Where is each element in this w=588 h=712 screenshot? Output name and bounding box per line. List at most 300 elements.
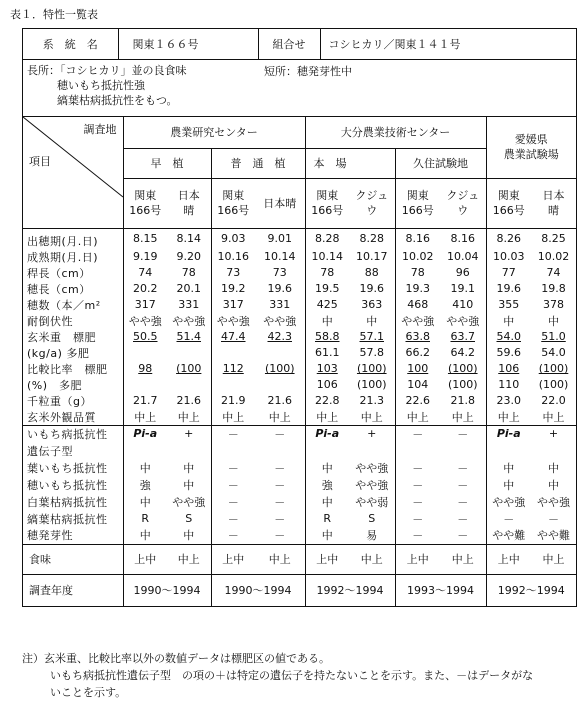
row-label: 玄米外観品質 bbox=[27, 410, 96, 424]
taste-cell: 中上 bbox=[542, 553, 565, 566]
variety-header bbox=[440, 178, 486, 228]
table-cell: 21.8 bbox=[450, 394, 475, 407]
table-cell: 10.02 bbox=[537, 250, 570, 263]
table-cell: 中 bbox=[183, 461, 195, 475]
variety-name-line-2: 166号 bbox=[492, 204, 525, 217]
table-cell: やや強 bbox=[211, 313, 255, 329]
subsite-4: 久住試験地 bbox=[395, 148, 486, 178]
table-cell: 8.15 bbox=[123, 228, 167, 249]
center-1: 農業研究センター bbox=[123, 116, 305, 148]
table-cell: 中上 bbox=[486, 409, 531, 426]
table-cell: やや強 bbox=[172, 495, 206, 509]
row-label: 白葉枯病抵抗性 bbox=[27, 495, 108, 509]
merits-label: 長所： bbox=[27, 64, 60, 77]
table-cell: 468 bbox=[395, 297, 440, 313]
table-cell: 106 bbox=[486, 361, 531, 377]
taste-cell: 上中 bbox=[305, 544, 349, 574]
table-cell: やや強 bbox=[355, 461, 389, 475]
row-label: 比較比率 標肥 bbox=[27, 362, 108, 376]
table-row bbox=[23, 442, 576, 459]
table-cell: 中 bbox=[123, 459, 167, 476]
center-3-line-1: 愛媛県 bbox=[514, 133, 548, 146]
variety-header bbox=[167, 178, 211, 228]
table-cell: 59.6 bbox=[486, 345, 531, 361]
table-cell: － bbox=[274, 478, 286, 492]
table-row bbox=[23, 361, 576, 377]
table-cell: 中 bbox=[305, 459, 349, 476]
table-cell: 98 bbox=[123, 361, 167, 377]
table-cell: － bbox=[211, 476, 255, 493]
year-cell: 1993～1994 bbox=[395, 574, 486, 606]
table-cell: + bbox=[367, 427, 377, 441]
table-cell: 21.3 bbox=[359, 394, 384, 407]
table-cell: 中上 bbox=[451, 410, 474, 424]
variety-name-line-1: クジュ bbox=[446, 189, 480, 202]
corner-cell bbox=[23, 116, 123, 228]
table-row bbox=[23, 228, 576, 249]
table-cell: 10.16 bbox=[211, 249, 255, 265]
item-label: 項目 bbox=[29, 154, 51, 168]
resist-body bbox=[23, 425, 576, 544]
subsite-2: 普 通 植 bbox=[211, 148, 305, 178]
table-cell: Pi-a bbox=[486, 425, 531, 442]
merit-table bbox=[23, 59, 576, 116]
table-cell: 中 bbox=[548, 461, 559, 475]
strain-label: 系 統 名 bbox=[42, 38, 98, 51]
table-row bbox=[23, 527, 576, 544]
table-cell: 78 bbox=[305, 265, 349, 281]
center-2: 大分農業技術センター bbox=[305, 116, 486, 148]
table-cell: 19.6 bbox=[267, 282, 292, 295]
table-cell: 21.9 bbox=[211, 393, 255, 409]
row-label: 玄米重 標肥 bbox=[27, 330, 96, 344]
row-label: 出穂期(月.日) bbox=[27, 234, 99, 248]
table-cell: － bbox=[211, 459, 255, 476]
table-cell bbox=[255, 345, 305, 361]
table-cell bbox=[123, 377, 167, 393]
taste-cell: 中上 bbox=[360, 553, 383, 566]
variety-name-line-1: 日本 bbox=[177, 189, 200, 202]
table-cell: 強 bbox=[305, 476, 349, 493]
variety-name-line-2: ウ bbox=[366, 204, 378, 217]
table-cell bbox=[486, 442, 531, 459]
table-cell bbox=[440, 442, 486, 459]
table-cell: 64.2 bbox=[450, 346, 475, 359]
variety-header bbox=[349, 178, 395, 228]
table-cell: － bbox=[211, 493, 255, 510]
table-cell: R bbox=[305, 510, 349, 527]
table-cell: 58.8 bbox=[305, 329, 349, 345]
table-cell: 331 bbox=[178, 298, 200, 311]
table-cell: 19.6 bbox=[486, 281, 531, 297]
table-cell bbox=[305, 442, 349, 459]
table-cell: 20.2 bbox=[123, 281, 167, 297]
taste-row bbox=[23, 544, 576, 574]
variety-name-line-1: 関東 bbox=[134, 189, 157, 202]
table-cell: 19.8 bbox=[541, 282, 566, 295]
table-cell: 73 bbox=[211, 265, 255, 281]
table-cell: 19.5 bbox=[305, 281, 349, 297]
table-cell: － bbox=[211, 510, 255, 527]
table-cell bbox=[167, 442, 211, 459]
table-row bbox=[23, 313, 576, 329]
table-cell: 57.8 bbox=[359, 346, 384, 359]
table-cell: 中上 bbox=[268, 410, 291, 424]
table-cell bbox=[167, 377, 211, 393]
table-cell: 中 bbox=[305, 313, 349, 329]
table-cell: 中 bbox=[486, 313, 531, 329]
table-cell bbox=[531, 442, 576, 459]
row-label: 成熟期(月.日) bbox=[27, 250, 99, 264]
table-cell: (100) bbox=[356, 362, 387, 375]
table-cell: － bbox=[211, 425, 255, 442]
table-cell: － bbox=[395, 493, 440, 510]
variety-name-line-2: 晴 bbox=[548, 204, 559, 217]
table-cell: 10.02 bbox=[395, 249, 440, 265]
row-label: (%) 多肥 bbox=[27, 378, 83, 392]
table-cell: 78 bbox=[395, 265, 440, 281]
header-table bbox=[23, 29, 576, 59]
row-label: 穂いもち抵抗性 bbox=[27, 478, 108, 492]
table-cell: 54.0 bbox=[486, 329, 531, 345]
table-cell bbox=[123, 345, 167, 361]
years-label: 調査年度 bbox=[29, 584, 73, 598]
table-cell: － bbox=[457, 495, 469, 509]
table-cell: 66.2 bbox=[395, 345, 440, 361]
table-cell: 110 bbox=[486, 377, 531, 393]
year-cell: 1990～1994 bbox=[211, 574, 305, 606]
table-cell: 19.6 bbox=[359, 282, 384, 295]
taste-cell: 上中 bbox=[486, 544, 531, 574]
taste-cell: 上中 bbox=[395, 544, 440, 574]
table-cell bbox=[123, 442, 167, 459]
taste-cell: 上中 bbox=[211, 544, 255, 574]
table-cell bbox=[211, 442, 255, 459]
merits-cell bbox=[23, 60, 258, 116]
row-label: 穂数（本／m² bbox=[27, 298, 101, 312]
table-cell: 78 bbox=[181, 266, 196, 279]
table-cell: － bbox=[395, 476, 440, 493]
table-cell: 8.16 bbox=[395, 228, 440, 249]
table-cell: － bbox=[395, 459, 440, 476]
table-cell: 10.04 bbox=[447, 250, 479, 263]
table-cell: S bbox=[185, 512, 193, 525]
table-cell: － bbox=[457, 427, 469, 441]
table-cell: 中 bbox=[123, 527, 167, 544]
table-cell: 100 bbox=[395, 361, 440, 377]
table-cell: (100) bbox=[447, 362, 478, 375]
table-cell: 104 bbox=[395, 377, 440, 393]
table-cell: 51.4 bbox=[176, 330, 201, 343]
variety-name-line-1: 関東 bbox=[497, 189, 520, 202]
table-cell: 50.5 bbox=[123, 329, 167, 345]
row-label: (kg/a) 多肥 bbox=[27, 346, 90, 360]
table-row bbox=[23, 510, 576, 527]
table-cell: 中上 bbox=[123, 409, 167, 426]
row-label: 耐倒伏性 bbox=[27, 314, 73, 328]
variety-header bbox=[395, 178, 440, 228]
table-cell: 中 bbox=[183, 529, 195, 543]
table-cell: 112 bbox=[211, 361, 255, 377]
table-cell: (100) bbox=[264, 362, 295, 375]
table-cell: 22.0 bbox=[541, 394, 566, 407]
row-label: 稈長（cm） bbox=[27, 266, 91, 280]
row-label: 穂長（cm） bbox=[27, 282, 91, 296]
table-cell: やや強 bbox=[172, 314, 206, 328]
table-cell: － bbox=[274, 512, 286, 526]
table-cell: 20.1 bbox=[176, 282, 201, 295]
variety-name-line-2: 166号 bbox=[129, 204, 162, 217]
table-cell: 21.6 bbox=[176, 394, 201, 407]
table-cell: 8.16 bbox=[450, 232, 475, 245]
site-label: 調査地 bbox=[83, 122, 117, 136]
variety-name-line-1: 日本 bbox=[542, 189, 565, 202]
table-cell: － bbox=[457, 461, 469, 475]
table-cell: 中上 bbox=[360, 410, 383, 424]
table-row bbox=[23, 476, 576, 493]
table-row bbox=[23, 393, 576, 409]
table-cell: やや強 bbox=[263, 314, 297, 328]
variety-name-line-1: 関東 bbox=[222, 189, 245, 202]
variety-name-line-2: 166号 bbox=[217, 204, 250, 217]
table-cell: 22.8 bbox=[305, 393, 349, 409]
subsite-1: 早 植 bbox=[123, 148, 211, 178]
table-cell: 74 bbox=[123, 265, 167, 281]
table-row bbox=[23, 329, 576, 345]
variety-name-line-2: 166号 bbox=[311, 204, 344, 217]
table-cell: 57.1 bbox=[359, 330, 384, 343]
table-cell: やや強 bbox=[486, 493, 531, 510]
table-cell: やや強 bbox=[446, 314, 480, 328]
variety-header bbox=[531, 178, 576, 228]
table-cell: 中上 bbox=[395, 409, 440, 426]
subsite-3: 本 場 bbox=[305, 148, 395, 178]
table-cell: やや難 bbox=[537, 529, 570, 543]
table-cell bbox=[255, 442, 305, 459]
table-cell: (100) bbox=[356, 378, 387, 391]
table-cell: 中 bbox=[305, 527, 349, 544]
year-cell: 1992～1994 bbox=[486, 574, 576, 606]
table-cell: やや強 bbox=[355, 478, 389, 492]
table-cell: 51.0 bbox=[541, 330, 566, 343]
table-cell: 106 bbox=[305, 377, 349, 393]
table-row bbox=[23, 345, 576, 361]
footnote-line-3: いことを示す。 bbox=[50, 686, 127, 699]
table-cell: 易 bbox=[366, 529, 378, 543]
table-cell: 中 bbox=[366, 314, 378, 328]
table-cell: R bbox=[123, 510, 167, 527]
table-cell: 410 bbox=[452, 298, 474, 311]
table-cell: － bbox=[395, 527, 440, 544]
table-row bbox=[23, 493, 576, 510]
table-cell: 77 bbox=[486, 265, 531, 281]
table-cell: 中上 bbox=[305, 409, 349, 426]
table-cell: (100) bbox=[538, 378, 569, 391]
table-cell: やや強 bbox=[123, 313, 167, 329]
demerits-label: 短所： bbox=[264, 65, 297, 78]
table-cell bbox=[211, 377, 255, 393]
table-cell: 19.3 bbox=[395, 281, 440, 297]
table-row bbox=[23, 265, 576, 281]
taste-cell: 上中 bbox=[123, 544, 167, 574]
characteristics-table bbox=[22, 28, 577, 607]
table-cell: － bbox=[274, 461, 286, 475]
row-label: 千粒重（g） bbox=[27, 394, 92, 408]
row-label: 縞葉枯病抵抗性 bbox=[27, 512, 108, 526]
variety-header bbox=[255, 178, 305, 228]
table-cell: 8.26 bbox=[486, 228, 531, 249]
table-cell: 331 bbox=[269, 298, 291, 311]
variety-header bbox=[123, 178, 167, 228]
table-cell: 中 bbox=[548, 314, 559, 328]
table-cell: Pi-a bbox=[305, 425, 349, 442]
row-label: いもち病抵抗性 bbox=[27, 427, 108, 441]
table-cell: 23.0 bbox=[486, 393, 531, 409]
table-cell: － bbox=[548, 512, 559, 526]
table-cell: 61.1 bbox=[305, 345, 349, 361]
table-cell: 中上 bbox=[177, 410, 200, 424]
demerits-text: 穂発芽性中 bbox=[297, 65, 352, 78]
table-cell: － bbox=[457, 529, 469, 543]
year-cell: 1990～1994 bbox=[123, 574, 211, 606]
footnote-line-1: 注）玄米重、比較比率以外の数値データは標肥区の値である。 bbox=[22, 652, 330, 665]
row-label: 遺伝子型 bbox=[27, 444, 73, 458]
table-cell: 9.01 bbox=[267, 232, 292, 245]
center-3-line-2: 農業試験場 bbox=[503, 148, 559, 161]
footnote bbox=[22, 650, 533, 701]
table-cell: 10.14 bbox=[305, 249, 349, 265]
table-row bbox=[23, 377, 576, 393]
table-cell: － bbox=[274, 427, 286, 441]
merits-line-1: 「コシヒカリ」並の良食味 bbox=[60, 64, 187, 77]
data-body bbox=[23, 228, 576, 425]
table-cell: 8.14 bbox=[176, 232, 201, 245]
table-cell: + bbox=[184, 427, 194, 441]
table-cell: 21.6 bbox=[267, 394, 292, 407]
table-cell: 425 bbox=[305, 297, 349, 313]
table-cell: 中 bbox=[183, 478, 195, 492]
row-label: 穂発芽性 bbox=[27, 529, 73, 543]
table-cell: (100 bbox=[176, 362, 202, 375]
table-cell: － bbox=[457, 512, 469, 526]
table-cell bbox=[167, 345, 211, 361]
table-cell: 中 bbox=[548, 478, 559, 492]
table-cell: 9.19 bbox=[123, 249, 167, 265]
table-cell: やや弱 bbox=[355, 495, 389, 509]
table-cell: 22.6 bbox=[395, 393, 440, 409]
table-cell: やや強 bbox=[537, 495, 570, 509]
table-cell: 63.8 bbox=[395, 329, 440, 345]
table-cell: (100) bbox=[447, 378, 478, 391]
footnote-line-2: いもち病抵抗性遺伝子型 の項の＋は特定の遺伝子を持たないことを示す。また、－はデータがな bbox=[50, 669, 534, 682]
variety-name-line-1: 関東 bbox=[316, 189, 339, 202]
strain-value: 関東１６６号 bbox=[118, 29, 258, 59]
variety-name-line-1: 関東 bbox=[406, 189, 429, 202]
table-cell: 363 bbox=[361, 298, 383, 311]
table-cell: 10.03 bbox=[486, 249, 531, 265]
table-cell: 中 bbox=[123, 493, 167, 510]
taste-cell: 中上 bbox=[451, 553, 474, 566]
table-cell: 9.03 bbox=[211, 228, 255, 249]
table-cell: 10.17 bbox=[356, 250, 388, 263]
table-cell: Pi-a bbox=[123, 425, 167, 442]
row-label: 葉いもち抵抗性 bbox=[27, 461, 108, 475]
variety-name-line-2: ウ bbox=[457, 204, 469, 217]
table-cell: 19.2 bbox=[211, 281, 255, 297]
table-cell: + bbox=[548, 427, 559, 441]
table-row bbox=[23, 297, 576, 313]
variety-name-line-1: 日本晴 bbox=[263, 196, 297, 210]
table-cell: 19.1 bbox=[450, 282, 475, 295]
table-cell: － bbox=[274, 495, 286, 509]
table-cell: やや強 bbox=[395, 313, 440, 329]
variety-name-line-2: 166号 bbox=[401, 204, 434, 217]
table-cell bbox=[255, 377, 305, 393]
table-cell: やや難 bbox=[486, 527, 531, 544]
table-cell: 8.28 bbox=[359, 232, 384, 245]
table-cell: S bbox=[368, 512, 376, 525]
table-cell: 中 bbox=[305, 493, 349, 510]
table-cell: 47.4 bbox=[211, 329, 255, 345]
table-cell: 103 bbox=[305, 361, 349, 377]
variety-header bbox=[211, 178, 255, 228]
merits-line-2: 穂いもち抵抗性強 bbox=[57, 79, 145, 92]
table-cell: － bbox=[486, 510, 531, 527]
variety-name-line-2: 晴 bbox=[183, 204, 195, 217]
table-cell: － bbox=[457, 478, 469, 492]
table-cell: 63.7 bbox=[450, 330, 475, 343]
table-cell: 9.20 bbox=[176, 250, 201, 263]
table-cell: － bbox=[395, 510, 440, 527]
table-cell: 96 bbox=[455, 266, 470, 279]
table-cell: 73 bbox=[272, 266, 287, 279]
demerits-cell bbox=[258, 60, 576, 116]
table-cell: － bbox=[274, 529, 286, 543]
table-cell: 中 bbox=[486, 476, 531, 493]
table-cell: 中 bbox=[486, 459, 531, 476]
center-3 bbox=[486, 116, 576, 178]
variety-header bbox=[486, 178, 531, 228]
table-row bbox=[23, 249, 576, 265]
taste-label: 食味 bbox=[29, 553, 51, 566]
table-title: 表１．特性一覧表 bbox=[10, 8, 98, 21]
table-cell: (100) bbox=[538, 362, 569, 375]
variety-header bbox=[305, 178, 349, 228]
cross-value: コシヒカリ／関東１４１号 bbox=[320, 29, 576, 59]
table-cell: 8.28 bbox=[305, 228, 349, 249]
taste-cell: 中上 bbox=[177, 553, 200, 566]
table-cell: 10.14 bbox=[264, 250, 296, 263]
taste-cell: 中上 bbox=[268, 553, 291, 566]
cross-label: 組合せ bbox=[258, 29, 320, 59]
table-cell: 強 bbox=[123, 476, 167, 493]
table-cell: 54.0 bbox=[541, 346, 566, 359]
variety-name-line-1: クジュ bbox=[355, 189, 389, 202]
table-row bbox=[23, 459, 576, 476]
table-cell: 378 bbox=[543, 298, 564, 311]
table-cell: 355 bbox=[486, 297, 531, 313]
table-cell: 8.25 bbox=[541, 232, 566, 245]
table-row bbox=[23, 281, 576, 297]
table-cell bbox=[349, 442, 395, 459]
table-cell: 中上 bbox=[542, 410, 565, 424]
table-row bbox=[23, 425, 576, 442]
data-table bbox=[23, 116, 576, 607]
merits-line-3: 縞葉枯病抵抗性をもつ。 bbox=[57, 94, 178, 107]
table-cell: 88 bbox=[364, 266, 379, 279]
table-cell: 中上 bbox=[211, 409, 255, 426]
table-cell: 317 bbox=[211, 297, 255, 313]
